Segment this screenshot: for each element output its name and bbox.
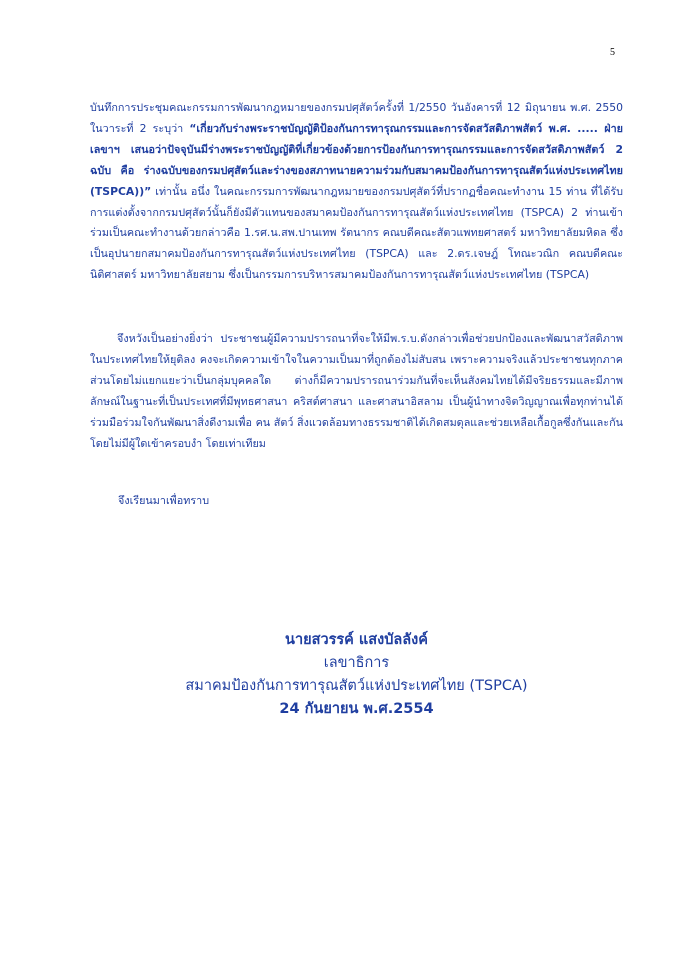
signer-organization: สมาคมป้องกันการทารุณสัตว์แห่งประเทศไทย (TSPCA): [185, 678, 528, 694]
page-number: 5: [610, 47, 615, 58]
quoted-resolution: “เกี่ยวกับร่างพระราชบัญญัติป้องกันการทารุณกรรมและการจัดสวัสดิภาพสัตว์ พ.ศ. ..... ฝ่ายเลขาฯ เสนอว่าปัจจุบันมีร่างพระราชบัญญัติที่เกี่ยวข้องด้วยการป้องกันการทารุณกรรมและการจัดสวัสดิภาพสัตว์ 2 ฉบับ คือ ร่างฉบับของกรมปศุสัตว์และร่างของสภาทนายความร่วมกับสมาคมป้องกันการทารุณสัตว์แห่งประเทศไทย (TSPCA))”: [90, 121, 623, 198]
signature-block: [90, 629, 623, 721]
signature-date: 24 กันยายน พ.ศ.2554: [279, 701, 434, 717]
paragraph-continuation: เท่านั้น อนึ่ง ในคณะกรรมการพัฒนากฎหมายของกรมปศุสัตว์ที่ปรากฏชื่อคณะทำงาน 15 ท่าน ที่ได้รับการแต่งตั้งจากกรมปศุสัตว์นั้นก็ยังมีตัวแทนของสมาคมป้องกันการทารุณสัตว์แห่งประเทศไทย (TSPCA) 2 ท่านเข้าร่วมเป็นคณะทำงานด้วยกล่าวคือ 1.รศ.น.สพ.ปานเทพ รัตนากร คณบดีคณะสัตวแพทยศาสตร์ มหาวิทยาลัยมหิดล ซึ่งเป็นอุปนายกสมาคมป้องกันการทารุณสัตว์แห่งประเทศไทย (TSPCA) และ 2.ดร.เจษฎ์ โทณะวณิก คณบดีคณะนิติศาสตร์ มหาวิทยาลัยสยาม ซึ่งเป็นกรรมการบริหารสมาคมป้องกันการทารุณสัตว์แห่งประเทศไทย (TSPCA): [90, 184, 623, 282]
closing-line: จึงเรียนมาเพื่อทราบ: [118, 494, 210, 507]
paragraph-intro: บันทึกการประชุมคณะกรรมการพัฒนากฎหมายของกรมปศุสัตว์ครั้งที่ 1/2550 วันอังคารที่ 12 มิถุนายน พ.ศ. 2550 ในวาระที่ 2 ระบุว่า: [90, 101, 623, 135]
signer-position: เลขาธิการ: [323, 655, 390, 671]
paragraph-meeting-record: [90, 98, 623, 286]
signer-name: นายสวรรค์ แสงบัลลังค์: [285, 632, 428, 648]
paragraph-hope-statement: จึงหวังเป็นอย่างยิ่งว่า ประชาชนผู้มีความปรารถนาที่จะให้มีพ.ร.บ.ดังกล่าวเพื่อช่วยปกป้องและพัฒนาสวัสดิภาพในประเทศไทยให้ยุติลง คงจะเกิดความเข้าใจในความเป็นมาที่ถูกต้องไม่สับสน เพราะความจริงแล้วประชาชนทุกภาคส่วนโดยไม่แยกแยะว่าเป็นกลุ่มบุคคลใด ต่างก็มีความปรารถนาร่วมกันที่จะเห็นสังคมไทยได้มีจริยธรรมและมีภาพลักษณ์ในฐานะที่เป็นประเทศที่มีพุทธศาสนา คริสต์ศาสนา และศาสนาอิสลาม เป็นผู้นำทางจิตวิญญาณเพื่อทุกท่านได้ร่วมมือร่วมใจกันพัฒนาสิ่งดีงามเพื่อ คน สัตว์ สิ่งแวดล้อมทางธรรมชาติได้เกิดสมดุลและช่วยเหลือเกื้อกูลซึ่งกันและกัน โดยไม่มีผู้ใดเข้าครอบงำ โดยเท่าเทียม: [90, 332, 623, 450]
